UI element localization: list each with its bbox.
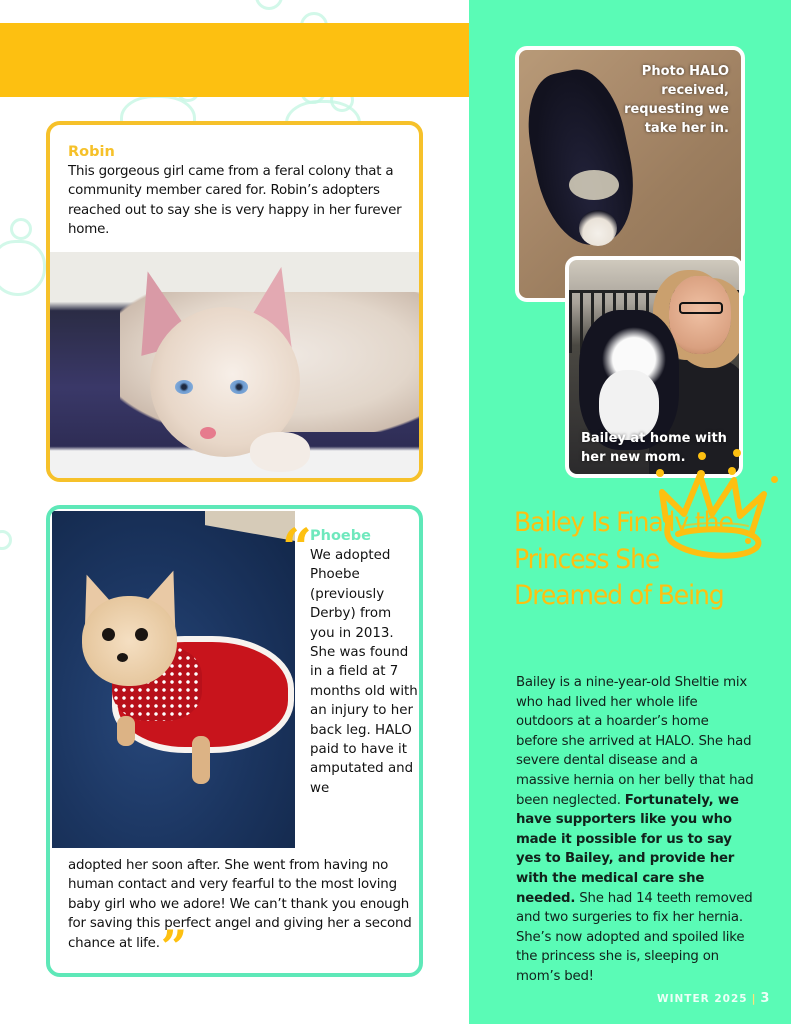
dog-eye (102, 628, 115, 641)
dog-leg (192, 736, 210, 784)
bailey-body-intro: Bailey is a nine-year-old Sheltie mix who had lived her whole life outdoors at a hoarder’s home before she arrived at HALO. She had severe dental disease and a massive hernia on her belly that had been neglected. (516, 675, 754, 808)
dog-face (579, 210, 617, 246)
issue-label: WINTER 2025 (657, 993, 748, 1005)
bailey-after-photo (565, 256, 743, 478)
sparkle-dot (733, 449, 741, 457)
open-quote-mark: “ (282, 518, 312, 579)
bailey-body-end: She had 14 teeth removed and two surgeries to fix her hernia. She’s now adopted and spoiled like the princess she is, sleeping on mom’s bed! (516, 890, 753, 984)
dog-eye (135, 628, 148, 641)
phoebe-story-part2 (68, 856, 413, 974)
bailey-after-caption: Bailey at home with her new mom. (581, 431, 727, 465)
paw-print-decoration (10, 218, 32, 240)
paw-print-decoration (255, 0, 283, 10)
dog-head (82, 596, 177, 686)
paw-print-decoration (0, 240, 46, 296)
glasses (679, 302, 723, 314)
paw-print-decoration (0, 530, 12, 550)
dog-leg (117, 716, 135, 746)
phoebe-dog-photo (52, 511, 295, 848)
cat-eye (230, 380, 248, 394)
cat-eye (175, 380, 193, 394)
phoebe-story-part1: We adopted Phoebe (previously Derby) from you in 2013. She was found in a field at 7 months old with an injury to her back leg. HALO paid to have it amputated and we (310, 548, 418, 796)
footer-separator: | (751, 993, 757, 1005)
cat-paw (250, 432, 310, 472)
dog-collar-fur (569, 170, 619, 200)
phoebe-card (46, 505, 423, 977)
page-number: 3 (760, 991, 771, 1006)
robin-story: This gorgeous girl came from a feral colony that a community member cared for. Robin’s adopters reached out to say she is very happy in her furever home. (68, 164, 402, 238)
page-footer (657, 991, 770, 1006)
bailey-headline: Bailey Is Finally the Princess She Dreamed of Being (514, 507, 733, 611)
bailey-article-body (516, 673, 754, 987)
phoebe-story-part2-text: adopted her soon after. She went from having no human contact and very fearful to the most loving baby girl who we adore! We can’t thank you enough for saving this perfect angel and giving her a second chance at life. (68, 858, 412, 951)
robin-cat-photo (50, 252, 419, 478)
cat-nose (200, 427, 216, 439)
bailey-before-caption: Photo HALO received, requesting we take her in. (624, 64, 729, 136)
woman-head (669, 276, 731, 354)
close-quote-mark: ” (160, 919, 188, 974)
robin-name: Robin (68, 144, 115, 160)
header-band (0, 23, 469, 97)
robin-card (46, 121, 423, 482)
sparkle-dot (698, 452, 706, 460)
dog-nose (117, 653, 128, 662)
bailey-body-bold: Fortunately, we have supporters like you who made it possible for us to say yes to Bailey, and provide her with the medical care she needed. (516, 792, 739, 906)
phoebe-name: Phoebe (310, 528, 371, 544)
